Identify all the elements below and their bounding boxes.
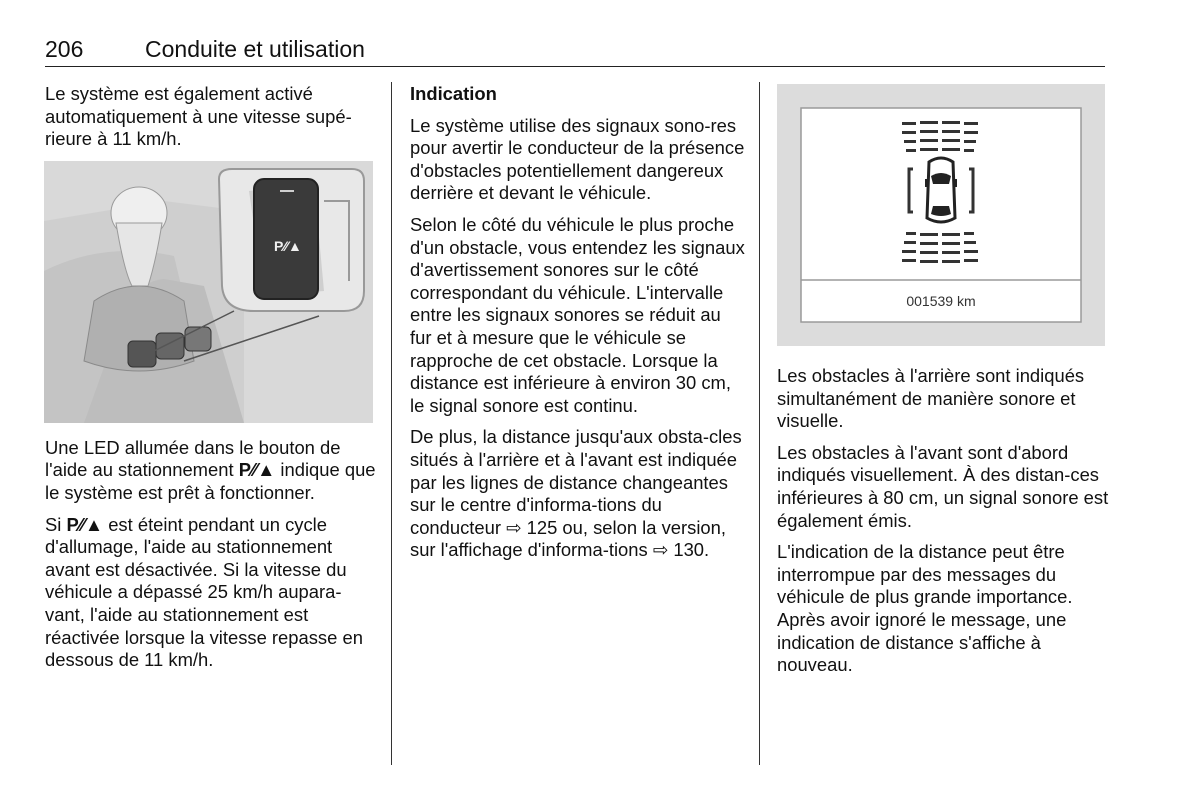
paragraph-3-text-c: . — [704, 539, 710, 561]
odometer-reading: 001539 km — [906, 293, 976, 309]
led-text-b: indique que le système est prêt à fonctionner. — [45, 459, 376, 503]
off-paragraph — [45, 514, 377, 672]
column-divider-right — [759, 82, 760, 765]
paragraph-2: Selon le côté du véhicule le plus proche d'un obstacle, vous entendez les signaux d'avertissement sonores sur le côté correspondant du véhicule. L'intervalle entre les signaux sonores se réduit au fur et à mesure que le véhicule se rapproche de cet obstacle. Lorsque la distance est inférieure à environ 30 cm, le signal sonore est continu. — [410, 213, 745, 416]
paragraph-3-text-b: ou, selon la version, sur l'affichage d'informa-tions — [410, 516, 726, 561]
parking-button-illustration — [44, 161, 373, 423]
page-reference-link[interactable]: ⇨ 125 — [506, 516, 558, 538]
paragraph-1: Le système utilise des signaux sono-res pour avertir le conducteur de la présence d'obstacles potentiellement dangereux derrière et devant le véhicule. — [410, 114, 745, 204]
parking-assist-symbol: P⁄⁄▲ — [66, 513, 104, 535]
column-2 — [410, 83, 745, 571]
off-text-a: Si — [45, 513, 67, 535]
parking-assist-symbol: P⁄⁄▲ — [238, 459, 276, 481]
led-paragraph — [45, 437, 377, 505]
section-heading: Indication — [410, 83, 497, 104]
page-header — [45, 34, 1105, 67]
svg-text:P⁄⁄▲: P⁄⁄▲ — [274, 237, 302, 254]
paragraph-3 — [410, 426, 745, 562]
page-reference-link[interactable]: ⇨ 130 — [652, 539, 705, 561]
off-text-b: est éteint pendant un cycle d'allumage, l'aide au stationnement avant est désactivée. Si la vitesse du véhicule a dépassé 25 km/h aupara-vant, l'aide au stationnement est réactivée lorsque la vitesse repasse en dessous de 11 km/h. — [45, 513, 363, 671]
page-number: 206 — [45, 36, 84, 62]
intro-paragraph: Le système est également activé automatiquement à une vitesse supé-rieure à 11 km/h. — [45, 83, 352, 150]
column-divider-left — [391, 82, 392, 765]
car-icon — [925, 158, 957, 222]
distance-display-illustration — [777, 84, 1105, 346]
column-1 — [45, 83, 377, 681]
paragraph-3-text-a: De plus, la distance jusqu'aux obsta-cles situés à l'arrière et à l'avant est indiquée par les lignes de distance changeantes sur le centre d'informa-tions du conducteur — [410, 426, 742, 538]
front-obstacles-paragraph: Les obstacles à l'avant sont d'abord indiqués visuellement. À des distan-ces inférieures à 80 cm, un signal sonore est également émis. — [777, 441, 1109, 531]
interruption-paragraph: L'indication de la distance peut être interrompue par des messages du véhicule de plus grande importance. Après avoir ignoré le message, une indication de distance s'affiche à nouveau. — [777, 541, 1073, 676]
rear-obstacles-paragraph: Les obstacles à l'arrière sont indiqués simultanément de manière sonore et visuelle. — [777, 365, 1085, 432]
led-text-a: Une LED allumée dans le bouton de l'aide au stationnement — [45, 436, 341, 481]
column-3 — [777, 365, 1112, 686]
page-section-title: Conduite et utilisation — [145, 36, 365, 62]
